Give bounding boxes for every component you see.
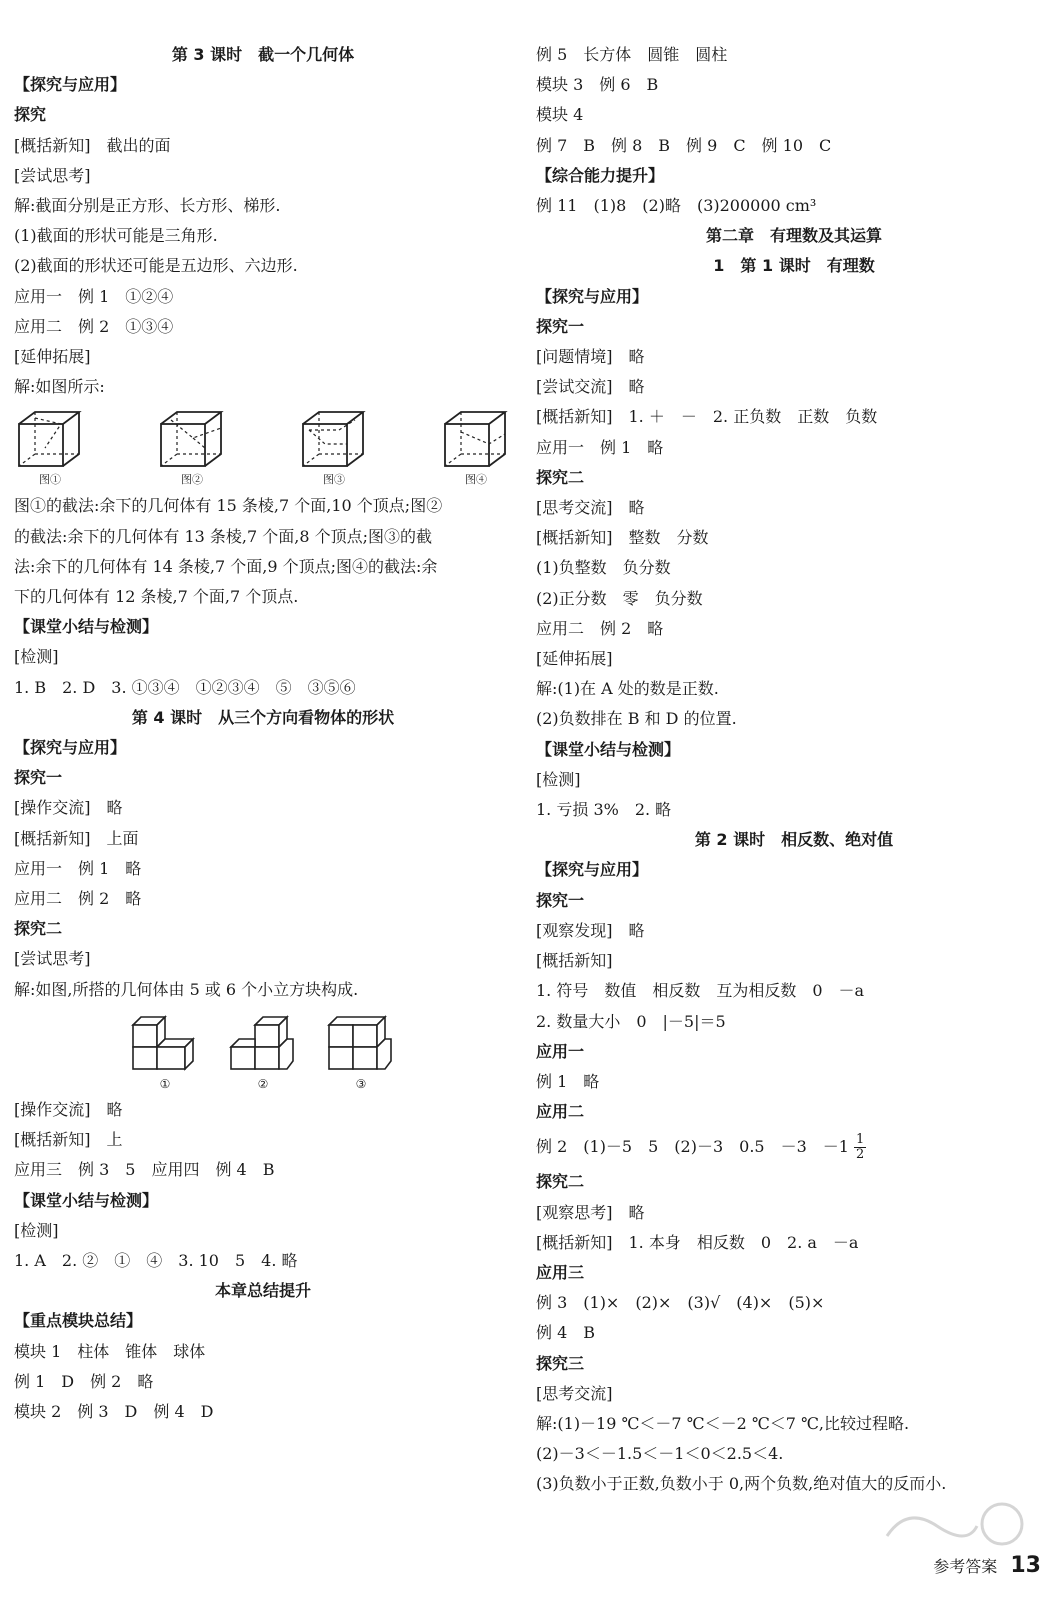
page-footer [933, 1553, 1041, 1578]
right-section-1 [536, 40, 1052, 1127]
subsection-label: 探究二 [14, 919, 63, 939]
subsection-label: 【探究与应用】 [536, 860, 649, 880]
text-line: 图①的截法:余下的几何体有 15 条棱,7 个面,10 个顶点;图② [14, 496, 443, 516]
text-line: [操作交流] 略 [14, 798, 123, 818]
text-line: [概括新知] [536, 951, 613, 971]
subsection-label: 【重点模块总结】 [14, 1311, 143, 1331]
text-line: 解:(1)－19 ℃＜－7 ℃＜－2 ℃＜7 ℃,比较过程略. [536, 1413, 910, 1433]
text-line: [尝试交流] 略 [536, 377, 645, 397]
text-line: 解:如图所示: [14, 377, 105, 397]
text-line: [检测] [536, 769, 581, 789]
subsection-label: 探究一 [536, 316, 585, 336]
subsection-label: 应用一 [536, 1041, 585, 1061]
text-line: (2)正分数 零 负分数 [536, 588, 703, 608]
subsection-label: 【探究与应用】 [536, 286, 649, 306]
text-line: (3)负数小于正数,负数小于 0,两个负数,绝对值大的反而小. [536, 1474, 947, 1494]
text-line: 解:截面分别是正方形、长方形、梯形. [14, 196, 281, 216]
text-line: [操作交流] 略 [14, 1099, 123, 1119]
text-line: 例 1 略 [536, 1071, 600, 1091]
block-caption: ① [159, 1076, 171, 1091]
section-heading: 本章总结提升 [214, 1281, 311, 1301]
text-line: [问题情境] 略 [536, 347, 645, 367]
section-heading: 1 第 1 课时 有理数 [713, 256, 875, 276]
block-caption: ③ [355, 1076, 367, 1091]
text-line: 1. A 2. ② ① ④ 3. 10 5 4. 略 [14, 1250, 298, 1270]
text-line: [概括新知] 上面 [14, 828, 139, 848]
text-line: 模块 2 例 3 D 例 4 D [14, 1401, 214, 1421]
text-line: [思考交流] 略 [536, 498, 645, 518]
left-column [14, 40, 512, 1427]
subsection-label: 【综合能力提升】 [536, 165, 665, 185]
text-line: [观察发现] 略 [536, 920, 645, 940]
text-line: [延伸拓展] [536, 649, 613, 669]
text-line: 应用一 例 1 略 [14, 858, 142, 878]
cube-caption: 图② [181, 473, 203, 487]
text-line: [概括新知] 1. ＋ － 2. 正负数 正数 负数 [536, 407, 878, 427]
block-figures [14, 1005, 512, 1095]
right-section-2 [536, 1167, 1052, 1499]
left-section-1 [14, 40, 512, 402]
subsection-label: 【课堂小结与检测】 [536, 739, 681, 759]
cube-caption: 图① [39, 473, 61, 487]
cube-figure [441, 408, 511, 487]
text-line: 应用三 例 3 5 应用四 例 4 B [14, 1160, 275, 1180]
right-column [536, 40, 1052, 1500]
text-line: 应用一 例 1 略 [536, 437, 664, 457]
text-line: 1. 亏损 3% 2. 略 [536, 800, 672, 820]
text-line: 模块 3 例 6 B [536, 75, 659, 95]
text-line: 法:余下的几何体有 14 条棱,7 个面,9 个顶点;图④的截法:余 [14, 556, 438, 576]
section-heading: 第 3 课时 截一个几何体 [171, 45, 355, 64]
block-figure [325, 1011, 397, 1091]
text-line: 应用二 例 2 ①③④ [14, 316, 174, 336]
text-line: 例 3 (1)× (2)× (3)√ (4)× (5)× [536, 1293, 825, 1313]
watermark-logo [877, 1496, 1027, 1556]
text-line: [概括新知] 1. 本身 相反数 0 2. a －a [536, 1232, 859, 1252]
text-line: [概括新知] 截出的面 [14, 135, 171, 155]
text-line: (2)－3＜－1.5＜－1＜0＜2.5＜4. [536, 1444, 784, 1464]
text-line: 例 1 D 例 2 略 [14, 1371, 154, 1391]
subsection-label: 探究二 [536, 1172, 585, 1192]
cube-caption: 图③ [323, 473, 345, 487]
subsection-label: 探究三 [536, 1353, 585, 1373]
fraction-numerator: 1 [856, 1132, 865, 1148]
text-line: (1)截面的形状可能是三角形. [14, 226, 218, 246]
block-figure [227, 1011, 299, 1091]
fraction [854, 1133, 866, 1162]
subsection-label: 探究 [14, 105, 47, 125]
text-line: 下的几何体有 12 条棱,7 个面,7 个顶点. [14, 587, 299, 607]
text-line: (2)截面的形状还可能是五边形、六边形. [14, 256, 298, 276]
page-number: 13 [1010, 1553, 1041, 1578]
left-section-2 [14, 491, 512, 1004]
section-heading: 第 2 课时 相反数、绝对值 [694, 830, 894, 850]
subsection-label: 【课堂小结与检测】 [14, 1190, 159, 1210]
text-line: 模块 1 柱体 锥体 球体 [14, 1341, 206, 1361]
cube-figure [299, 408, 369, 487]
text-line: [延伸拓展] [14, 347, 91, 367]
text-line: [尝试思考] [14, 949, 91, 969]
section-heading: 第 4 课时 从三个方向看物体的形状 [131, 707, 395, 727]
cube-figure [15, 408, 85, 487]
footer-label: 参考答案 [933, 1557, 998, 1576]
text-line: 1. 符号 数值 相反数 互为相反数 0 －a [536, 981, 865, 1001]
subsection-label: 【课堂小结与检测】 [14, 617, 159, 637]
subsection-label: 【探究与应用】 [14, 75, 127, 95]
text-line: (2)负数排在 B 和 D 的位置. [536, 709, 737, 729]
text-line: 模块 4 [536, 105, 584, 125]
text-line: 的截法:余下的几何体有 13 条棱,7 个面,8 个顶点;图③的截 [14, 526, 433, 546]
block-figure [129, 1011, 201, 1091]
text-line: (1)负整数 负分数 [536, 558, 671, 578]
text-line: [观察思考] 略 [536, 1202, 645, 1222]
text-line: [检测] [14, 647, 59, 667]
text-line: 2. 数量大小 0 |－5|＝5 [536, 1011, 726, 1031]
text-line: [检测] [14, 1220, 59, 1240]
cube-figures [14, 402, 512, 491]
fraction-denominator: 2 [856, 1147, 865, 1163]
example-2-line [536, 1127, 1052, 1167]
text-line: [尝试思考] [14, 165, 91, 185]
left-section-3 [14, 1095, 512, 1427]
text-line: [概括新知] 上 [14, 1130, 123, 1150]
text-line: 应用一 例 1 ①②④ [14, 286, 174, 306]
subsection-label: 【探究与应用】 [14, 738, 127, 758]
text-line: 例 11 (1)8 (2)略 (3)200000 cm³ [536, 196, 817, 216]
text-line: [概括新知] 整数 分数 [536, 528, 709, 548]
text-line: 应用二 例 2 略 [536, 618, 664, 638]
text-line: 例 4 B [536, 1323, 596, 1343]
cube-figure [157, 408, 227, 487]
subsection-label: 探究二 [536, 467, 585, 487]
subsection-label: 应用二 [536, 1102, 585, 1122]
subsection-label: 探究一 [14, 768, 63, 788]
text-line: [思考交流] [536, 1383, 613, 1403]
cube-caption: 图④ [465, 473, 487, 487]
text-line: 应用二 例 2 略 [14, 889, 142, 909]
text-line: 例 7 B 例 8 B 例 9 C 例 10 C [536, 135, 832, 155]
section-heading: 第二章 有理数及其运算 [705, 226, 882, 246]
text-line: 解:如图,所搭的几何体由 5 或 6 个小立方块构成. [14, 979, 359, 999]
subsection-label: 应用三 [536, 1262, 585, 1282]
block-caption: ② [257, 1076, 269, 1091]
text-line: 例 5 长方体 圆锥 圆柱 [536, 45, 728, 64]
subsection-label: 探究一 [536, 890, 585, 910]
example-2-text: 例 2 (1)－5 5 (2)－3 0.5 －3 －1 [536, 1137, 849, 1157]
text-line: 1. B 2. D 3. ①③④ ①②③④ ⑤ ③⑤⑥ [14, 677, 356, 697]
text-line: 解:(1)在 A 处的数是正数. [536, 679, 719, 699]
